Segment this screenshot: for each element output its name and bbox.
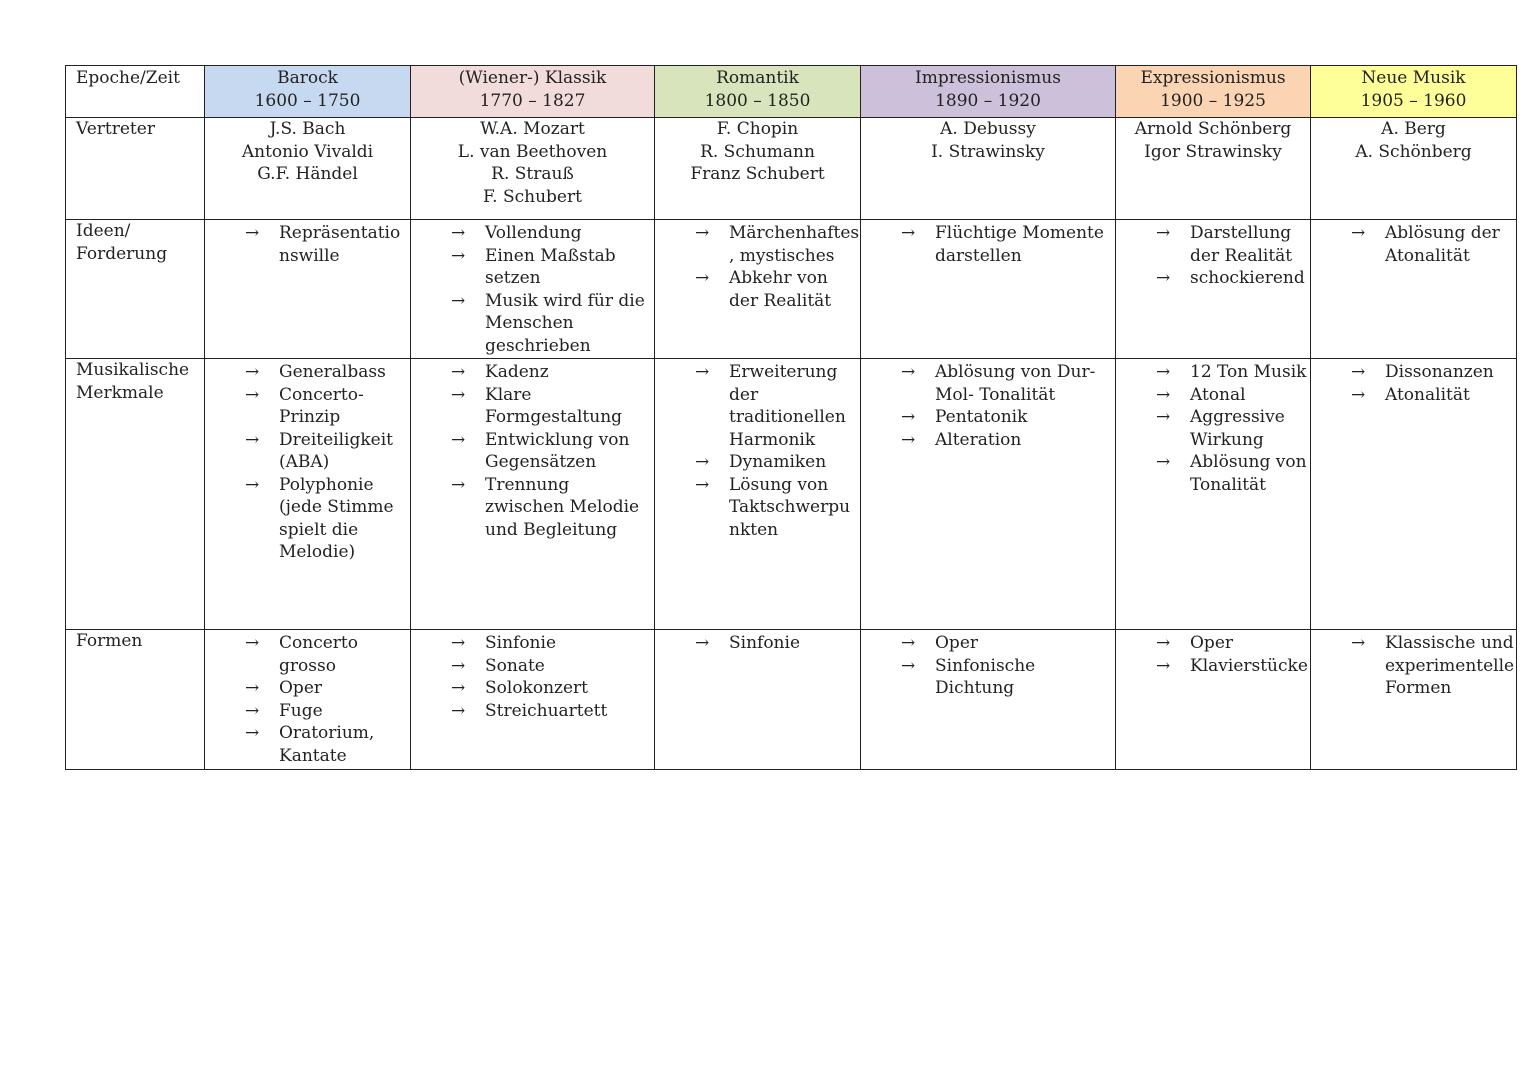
arrow-icon: → bbox=[451, 362, 466, 382]
era-header-klassik bbox=[411, 66, 655, 118]
list-item bbox=[205, 429, 410, 474]
list-item bbox=[1116, 632, 1310, 655]
arrow-icon: → bbox=[451, 384, 466, 405]
list-item-text: Streichuartett bbox=[485, 700, 608, 721]
row-label-line: Merkmale bbox=[76, 382, 164, 403]
list-item bbox=[655, 361, 860, 451]
row-label-vertreter: Vertreter bbox=[66, 118, 205, 220]
arrow-icon: → bbox=[901, 633, 916, 653]
era-header-impressionismus bbox=[861, 66, 1116, 118]
bullet-list bbox=[655, 359, 860, 541]
representative-name: A. Schönberg bbox=[1355, 141, 1472, 162]
list-item bbox=[411, 384, 654, 429]
list-item bbox=[411, 700, 654, 723]
formen-romantik bbox=[655, 630, 861, 770]
representative-name: Antonio Vivaldi bbox=[241, 141, 374, 162]
arrow-icon: → bbox=[1351, 384, 1366, 405]
arrow-icon: → bbox=[451, 700, 466, 721]
formen-klassik bbox=[411, 630, 655, 770]
arrow-icon: → bbox=[1156, 362, 1171, 382]
merkmale-romantik bbox=[655, 359, 861, 630]
list-item bbox=[655, 474, 860, 542]
list-item-text: Ablösung der Atonalität bbox=[1385, 223, 1500, 266]
formen-impressionismus bbox=[861, 630, 1116, 770]
bullet-list bbox=[205, 359, 410, 564]
list-item-text: Oratorium, Kantate bbox=[279, 723, 375, 766]
list-item-text: Sinfonie bbox=[485, 633, 557, 653]
list-item-text: Dreiteiligkeit (ABA) bbox=[279, 429, 393, 472]
arrow-icon: → bbox=[901, 362, 916, 382]
list-item bbox=[655, 451, 860, 474]
era-name: Impressionismus bbox=[915, 68, 1061, 88]
arrow-icon: → bbox=[1351, 223, 1366, 243]
bullet-list bbox=[411, 630, 654, 722]
list-item bbox=[861, 361, 1115, 406]
list-item-text: Repräsentatio nswille bbox=[279, 223, 401, 266]
header-row bbox=[66, 66, 1517, 118]
list-item-text: Flüchtige Momente darstellen bbox=[935, 223, 1104, 266]
list-item bbox=[1116, 222, 1310, 267]
arrow-icon: → bbox=[695, 633, 710, 653]
bullet-list bbox=[1116, 630, 1310, 677]
ideen-barock bbox=[205, 220, 411, 359]
list-item-text: Oper bbox=[1190, 633, 1234, 653]
list-item-text: Alteration bbox=[935, 429, 1022, 450]
ideen-klassik bbox=[411, 220, 655, 359]
arrow-icon: → bbox=[901, 223, 916, 243]
list-item-text: Lösung von Taktschwerpu nkten bbox=[729, 474, 851, 540]
ideen-romantik bbox=[655, 220, 861, 359]
list-item-text: schockierend bbox=[1190, 268, 1305, 288]
row-label-merkmale bbox=[66, 359, 205, 630]
era-period: 1770 – 1827 bbox=[479, 90, 586, 111]
era-period: 1800 – 1850 bbox=[704, 90, 811, 111]
list-item-text: Oper bbox=[279, 678, 323, 698]
merkmale-expressionismus bbox=[1116, 359, 1311, 630]
list-item-text: Klassische und experimentelle Formen bbox=[1385, 633, 1515, 698]
vertreter-impressionismus bbox=[861, 118, 1116, 220]
arrow-icon: → bbox=[245, 223, 260, 243]
list-item-text: Märchenhaftes , mystisches bbox=[729, 223, 860, 266]
list-item bbox=[861, 632, 1115, 655]
list-item-text: Pentatonik bbox=[935, 407, 1028, 427]
row-label-line: Forderung bbox=[76, 243, 168, 264]
representative-name: A. Berg bbox=[1381, 119, 1446, 139]
list-item-text: Concerto-Prinzip bbox=[279, 384, 364, 427]
row-label-line: Ideen/ bbox=[76, 221, 131, 241]
era-header-romantik bbox=[655, 66, 861, 118]
list-item-text: Darstellung der Realität bbox=[1190, 223, 1293, 266]
formen-barock bbox=[205, 630, 411, 770]
bullet-list bbox=[1116, 220, 1310, 290]
representative-name: Franz Schubert bbox=[690, 164, 825, 184]
list-item-text: Dynamiken bbox=[729, 452, 827, 472]
list-item bbox=[411, 429, 654, 474]
arrow-icon: → bbox=[695, 452, 710, 472]
arrow-icon: → bbox=[1156, 452, 1171, 472]
list-item-text: Kadenz bbox=[485, 362, 549, 382]
list-item bbox=[1311, 222, 1516, 267]
era-name: (Wiener-) Klassik bbox=[458, 68, 607, 88]
bullet-list bbox=[205, 220, 410, 267]
era-period: 1905 – 1960 bbox=[1360, 90, 1467, 111]
list-item bbox=[205, 222, 410, 267]
list-item bbox=[1116, 361, 1310, 384]
list-item bbox=[1116, 451, 1310, 496]
arrow-icon: → bbox=[901, 655, 916, 676]
arrow-icon: → bbox=[1351, 633, 1366, 653]
list-item bbox=[1116, 406, 1310, 451]
arrow-icon: → bbox=[451, 474, 466, 495]
formen-expressionismus bbox=[1116, 630, 1311, 770]
ideen-expressionismus bbox=[1116, 220, 1311, 359]
bullet-list bbox=[861, 630, 1115, 700]
representative-name: Igor Strawinsky bbox=[1144, 141, 1282, 162]
arrow-icon: → bbox=[1156, 223, 1171, 243]
representative-name: W.A. Mozart bbox=[480, 119, 585, 139]
list-item bbox=[205, 677, 410, 700]
arrow-icon: → bbox=[451, 245, 466, 266]
era-name: Romantik bbox=[716, 68, 799, 88]
arrow-icon: → bbox=[695, 223, 710, 243]
list-item bbox=[1311, 361, 1516, 384]
row-label-formen: Formen bbox=[66, 630, 205, 770]
row-vertreter bbox=[66, 118, 1517, 220]
list-item-text: Aggressive Wirkung bbox=[1190, 407, 1285, 450]
era-name: Expressionismus bbox=[1140, 68, 1286, 88]
representative-name: Arnold Schönberg bbox=[1134, 119, 1292, 139]
list-item-text: Oper bbox=[935, 633, 979, 653]
representative-name: F. Schubert bbox=[483, 186, 582, 207]
representative-name: R. Strauß bbox=[491, 164, 574, 184]
bullet-list bbox=[1311, 220, 1516, 267]
vertreter-romantik bbox=[655, 118, 861, 220]
list-item bbox=[411, 655, 654, 678]
representative-name: G.F. Händel bbox=[257, 164, 358, 184]
arrow-icon: → bbox=[695, 268, 710, 288]
list-item-text: Vollendung bbox=[485, 223, 582, 243]
arrow-icon: → bbox=[451, 223, 466, 243]
list-item bbox=[1116, 267, 1310, 290]
list-item bbox=[1116, 655, 1310, 678]
arrow-icon: → bbox=[245, 678, 260, 698]
list-item-text: 12 Ton Musik bbox=[1190, 362, 1307, 382]
row-label-line: Musikalische bbox=[76, 360, 190, 380]
arrow-icon: → bbox=[451, 655, 466, 676]
arrow-icon: → bbox=[1156, 268, 1171, 288]
merkmale-impressionismus bbox=[861, 359, 1116, 630]
list-item-text: Ablösung von Tonalität bbox=[1190, 452, 1307, 495]
list-item bbox=[205, 700, 410, 723]
list-item bbox=[205, 632, 410, 677]
arrow-icon: → bbox=[451, 290, 466, 311]
list-item bbox=[1311, 632, 1516, 700]
row-formen bbox=[66, 630, 1517, 770]
representative-name: J.S. Bach bbox=[269, 119, 346, 139]
list-item-text: Concerto grosso bbox=[279, 633, 358, 676]
list-item bbox=[1116, 384, 1310, 407]
list-item-text: Erweiterung der traditionellen Harmonik bbox=[729, 362, 846, 450]
era-name: Barock bbox=[277, 68, 338, 88]
list-item bbox=[411, 361, 654, 384]
representative-name: R. Schumann bbox=[700, 141, 815, 162]
list-item-text: Sonate bbox=[485, 655, 545, 676]
arrow-icon: → bbox=[245, 633, 260, 653]
arrow-icon: → bbox=[245, 723, 260, 743]
arrow-icon: → bbox=[245, 700, 260, 721]
list-item bbox=[205, 384, 410, 429]
list-item bbox=[205, 722, 410, 767]
ideen-neue-musik bbox=[1311, 220, 1517, 359]
vertreter-barock bbox=[205, 118, 411, 220]
arrow-icon: → bbox=[245, 362, 260, 382]
bullet-list bbox=[1311, 359, 1516, 406]
arrow-icon: → bbox=[1351, 362, 1366, 382]
row-ideen bbox=[66, 220, 1517, 359]
arrow-icon: → bbox=[451, 678, 466, 698]
list-item bbox=[655, 267, 860, 312]
list-item bbox=[205, 474, 410, 564]
ideen-impressionismus bbox=[861, 220, 1116, 359]
bullet-list bbox=[411, 359, 654, 541]
merkmale-klassik bbox=[411, 359, 655, 630]
vertreter-neue-musik bbox=[1311, 118, 1517, 220]
era-name: Neue Musik bbox=[1361, 68, 1466, 88]
list-item bbox=[861, 429, 1115, 452]
representative-name: L. van Beethoven bbox=[457, 141, 608, 162]
list-item-text: Klare Formgestaltung bbox=[485, 384, 623, 427]
list-item bbox=[655, 632, 860, 655]
list-item-text: Atonal bbox=[1190, 384, 1246, 405]
era-header-barock bbox=[205, 66, 411, 118]
arrow-icon: → bbox=[695, 362, 710, 382]
list-item-text: Entwicklung von Gegensätzen bbox=[485, 429, 630, 472]
list-item-text: Sinfonische Dichtung bbox=[935, 655, 1036, 698]
arrow-icon: → bbox=[1156, 633, 1171, 653]
arrow-icon: → bbox=[245, 474, 260, 495]
list-item-text: Solokonzert bbox=[485, 678, 589, 698]
list-item bbox=[655, 222, 860, 267]
list-item bbox=[411, 290, 654, 358]
list-item-text: Abkehr von der Realität bbox=[729, 268, 832, 311]
list-item-text: Fuge bbox=[279, 700, 323, 721]
list-item-text: Trennung zwischen Melodie und Begleitung bbox=[485, 474, 640, 540]
representative-name: A. Debussy bbox=[940, 119, 1036, 139]
era-header-expressionismus bbox=[1116, 66, 1311, 118]
list-item-text: Sinfonie bbox=[729, 633, 801, 653]
arrow-icon: → bbox=[1156, 407, 1171, 427]
list-item bbox=[861, 222, 1115, 267]
formen-neue-musik bbox=[1311, 630, 1517, 770]
list-item bbox=[1311, 384, 1516, 407]
list-item-text: Klavierstücke bbox=[1190, 655, 1308, 676]
arrow-icon: → bbox=[245, 384, 260, 405]
list-item-text: Polyphonie (jede Stimme spielt die Melodie) bbox=[279, 474, 394, 562]
bullet-list bbox=[1116, 359, 1310, 496]
row-merkmale bbox=[66, 359, 1517, 630]
list-item bbox=[411, 222, 654, 245]
arrow-icon: → bbox=[901, 407, 916, 427]
list-item bbox=[411, 677, 654, 700]
bullet-list bbox=[861, 359, 1115, 451]
era-period: 1900 – 1925 bbox=[1160, 90, 1266, 111]
era-period: 1890 – 1920 bbox=[935, 90, 1041, 111]
era-header-neue-musik bbox=[1311, 66, 1517, 118]
bullet-list bbox=[655, 220, 860, 312]
arrow-icon: → bbox=[1156, 384, 1171, 405]
corner-header: Epoche/Zeit bbox=[66, 66, 205, 118]
list-item-text: Ablösung von Dur-Mol- Tonalität bbox=[935, 362, 1096, 405]
bullet-list bbox=[1311, 630, 1516, 700]
list-item-text: Musik wird für die Menschen geschrieben bbox=[485, 290, 645, 356]
vertreter-klassik bbox=[411, 118, 655, 220]
arrow-icon: → bbox=[451, 429, 466, 450]
arrow-icon: → bbox=[1156, 655, 1171, 676]
bullet-list bbox=[655, 630, 860, 655]
list-item-text: Atonalität bbox=[1385, 384, 1470, 405]
list-item bbox=[861, 406, 1115, 429]
representative-name: F. Chopin bbox=[716, 119, 799, 139]
row-label-ideen bbox=[66, 220, 205, 359]
arrow-icon: → bbox=[245, 429, 260, 450]
list-item bbox=[411, 245, 654, 290]
list-item bbox=[861, 655, 1115, 700]
list-item-text: Dissonanzen bbox=[1385, 362, 1494, 382]
arrow-icon: → bbox=[901, 429, 916, 450]
vertreter-expressionismus bbox=[1116, 118, 1311, 220]
list-item-text: Generalbass bbox=[279, 362, 386, 382]
merkmale-neue-musik bbox=[1311, 359, 1517, 630]
merkmale-barock bbox=[205, 359, 411, 630]
arrow-icon: → bbox=[451, 633, 466, 653]
list-item bbox=[411, 632, 654, 655]
bullet-list bbox=[411, 220, 654, 357]
era-period: 1600 – 1750 bbox=[254, 90, 361, 111]
bullet-list bbox=[205, 630, 410, 767]
list-item bbox=[411, 474, 654, 542]
list-item bbox=[205, 361, 410, 384]
list-item-text: Einen Maßstab setzen bbox=[485, 245, 616, 288]
arrow-icon: → bbox=[695, 474, 710, 495]
bullet-list bbox=[861, 220, 1115, 267]
representative-name: I. Strawinsky bbox=[931, 141, 1045, 162]
music-epochs-table bbox=[65, 65, 1517, 770]
